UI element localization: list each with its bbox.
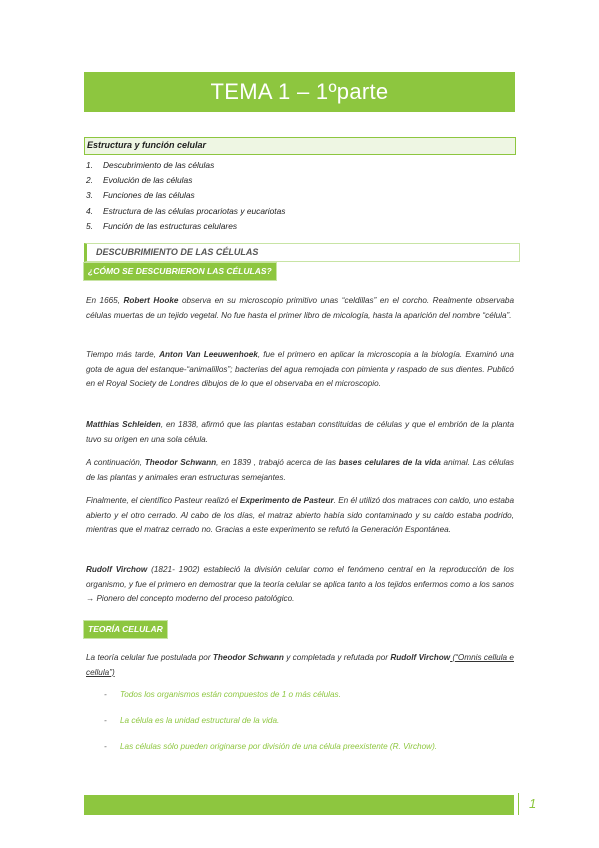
text: (1821- 1902) estableció la división celular como el fenómeno central en la reproducción de los organismo, y fue el primero en demostrar que la teoría celular se aplica tanto a los tejidos enfermos como a los sanos → Pionero del concepto moderno del proceso patológico. xyxy=(86,565,514,603)
toc-item xyxy=(86,206,285,221)
term-highlight: bases celulares de la vida xyxy=(338,458,441,467)
paragraph-hooke xyxy=(86,294,514,323)
name-highlight: Robert Hooke xyxy=(123,296,179,305)
text: observa en su microscopio primitivo unas “celdillas” en el corcho. Realmente observaba células muertas de un tejido vegetal. No fue hasta el primer libro de micología, hasta la aparición del nombre “célula”. xyxy=(86,296,515,320)
table-of-contents xyxy=(86,160,285,236)
toc-text: Funciones de las células xyxy=(103,190,195,201)
text: Tiempo más tarde, xyxy=(86,350,160,359)
toc-text: Estructura de las células procariotas y eucariotas xyxy=(103,205,286,216)
toc-item xyxy=(86,160,285,175)
name-highlight: Matthias Schleiden xyxy=(86,420,161,429)
paragraph-virchow xyxy=(86,563,514,607)
section-heading-cell-theory: TEORÍA CELULAR xyxy=(84,621,167,638)
subtitle: Estructura y función celular xyxy=(87,140,207,150)
paragraph-pasteur xyxy=(86,494,514,538)
bullet-text: Las células sólo pueden originarse por división de una célula preexistente (R. Virchow). xyxy=(120,742,438,751)
toc-text: Función de las estructuras celulares xyxy=(103,220,238,231)
paragraph-cell-theory xyxy=(86,651,514,680)
subtitle-box xyxy=(84,137,516,155)
text: , en 1839 , trabajó acerca de las xyxy=(216,458,339,467)
paragraph-schwann xyxy=(86,456,514,485)
text: . En él utilizó dos matraces con caldo, uno estaba abierto y el otro cerrado. Al cabo de los días, el matraz abierto había sido contaminado y su caldo estaba podrido, mientras que el matraz cerrado no. Gracias a este experimento se refutó la Generación Espontánea. xyxy=(86,496,514,534)
paragraph-leeuwenhoek xyxy=(86,348,514,392)
footer-bar xyxy=(84,795,514,815)
toc-item xyxy=(86,175,285,190)
name-highlight: Rudolf Virchow xyxy=(390,653,451,662)
page-number-box xyxy=(518,793,549,815)
paragraph-schleiden xyxy=(86,418,514,447)
text: y completada y refutada por xyxy=(283,653,391,662)
name-highlight: Rudolf Virchow xyxy=(86,565,148,574)
bullet-dash: - xyxy=(104,716,107,725)
text: A continuación, xyxy=(86,458,145,467)
toc-item xyxy=(86,190,285,205)
list-item xyxy=(104,742,437,751)
toc-number: 4. xyxy=(86,205,93,216)
toc-number: 5. xyxy=(86,220,93,231)
bullet-text: Todos los organismos están compuestos de 1 o más células. xyxy=(120,690,341,699)
text: , en 1838, afirmó que las plantas estaban constituidas de células y que el embrión de la planta tuvo su origen en una sola célula. xyxy=(86,420,514,444)
text: animal. Las células de las plantas y animales eran estructuras semejantes. xyxy=(86,458,514,482)
text: La teoría celular fue postulada por xyxy=(86,653,213,662)
quote: (“Omnis cellula e cellula”) xyxy=(86,653,514,677)
bullet-dash: - xyxy=(104,742,107,751)
toc-number: 2. xyxy=(86,175,93,186)
name-highlight: Anton Van Leeuwenhoek xyxy=(159,350,258,359)
title-banner xyxy=(84,72,515,112)
page-number: 1 xyxy=(529,796,537,811)
section-heading-text: DESCUBRIMIENTO DE LAS CÉLULAS xyxy=(96,247,259,257)
list-item xyxy=(104,716,279,725)
text: Finalmente, el científico Pasteur realizó el xyxy=(86,496,240,505)
name-highlight: Theodor Schwann xyxy=(144,458,217,467)
bullet-text: La célula es la unidad estructural de la vida. xyxy=(120,716,280,725)
toc-text: Evolución de las células xyxy=(103,175,193,186)
toc-item xyxy=(86,221,285,236)
question-heading: ¿CÓMO SE DESCUBRIERON LAS CÉLULAS? xyxy=(84,263,276,280)
toc-number: 3. xyxy=(86,190,93,201)
toc-number: 1. xyxy=(86,160,93,170)
text: , fue el primero en aplicar la microscopia a la biología. Examinó una gota de agua del estanque-“animalillos”; bacterias del agua remojada con pimienta y raspado de sus dientes. Publicó en el Royal Society de Londres dibujos de lo que el observaba en el microscopio. xyxy=(86,350,514,388)
term-highlight: Experimento de Pasteur xyxy=(239,496,334,505)
list-item xyxy=(104,690,341,699)
page-title: TEMA 1 – 1ºparte xyxy=(210,79,389,104)
name-highlight: Theodor Schwann xyxy=(212,653,284,662)
section-heading-discovery xyxy=(84,243,520,262)
bullet-dash: - xyxy=(104,690,107,699)
toc-text: Descubrimiento de las células xyxy=(103,160,215,170)
text: En 1665, xyxy=(86,296,124,305)
